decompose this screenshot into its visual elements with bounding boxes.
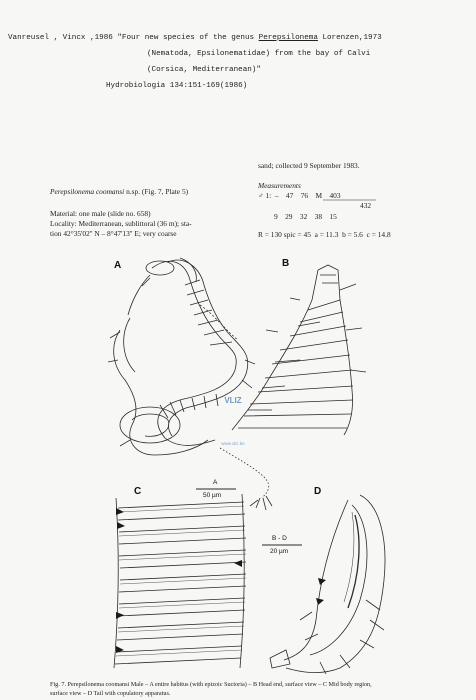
watermark-logo-text: VLIZ: [224, 396, 242, 405]
scale-a-letter: A: [213, 479, 218, 486]
panel-c-midbody-drawing: [114, 494, 246, 668]
citation-journal: Hydrobiologia 134:151-169(1986): [106, 82, 248, 90]
measurements-row-2: 9 29 32 38 15: [274, 212, 337, 221]
material-text: Material: one male (slide no. 658): [50, 209, 151, 218]
citation-genus: Perepsilonema: [258, 34, 318, 42]
locality-line-2: tion 42°35'02'' N – 8°47'13'' E; very coarse: [50, 229, 177, 238]
citation-genus-author: Lorenzen,1973: [317, 34, 382, 42]
panel-label-a: A: [114, 260, 122, 271]
measurements-row-1: ♂ 1: – 47 76 M 403: [258, 191, 341, 200]
vliz-watermark: [208, 360, 258, 446]
figure-caption-line-1: Fig. 7. Perepsilonema coomansi Male – A entire habitus (with epizoic Suctoria) – B Head end, surface view – C Mid body region,: [50, 681, 372, 688]
scale-bd-value: 20 µm: [270, 548, 289, 555]
locality-line-1: Locality: Mediterranean, sublittoral (36 m); sta-: [50, 219, 192, 228]
panel-label-d: D: [314, 486, 322, 497]
species-heading-rest: n.sp. (Fig. 7, Plate 5): [124, 187, 189, 196]
watermark-url: www.vliz.be: [221, 441, 245, 446]
scale-a-value: 50 µm: [203, 492, 222, 499]
panel-label-b: B: [282, 258, 290, 269]
panel-d-spines: [316, 578, 326, 605]
figure-caption-line-2: surface view – D Tail with copulatory apparatus.: [50, 690, 171, 697]
citation-authors: Vanreusel , Vincx ,1986 "Four new species of the genus: [8, 34, 259, 42]
ratios-text: R = 130 spic = 45 a = 11.3 b = 5.6 c = 14.8: [258, 230, 391, 239]
citation-line-3: (Corsica, Mediterranean)": [147, 66, 261, 74]
collection-text: sand; collected 9 September 1983.: [258, 161, 360, 170]
citation-line-2: (Nematoda, Epsilonematidae) from the bay of Calvi: [147, 50, 371, 58]
species-name: Perepsilonema coomansi: [50, 187, 125, 196]
scale-bd-letter: B - D: [272, 535, 287, 542]
measurements-heading: Measurements: [258, 181, 301, 190]
measurements-total: 432: [360, 201, 372, 210]
panel-d-tail-drawing: [270, 495, 385, 674]
panel-label-c: C: [134, 486, 142, 497]
